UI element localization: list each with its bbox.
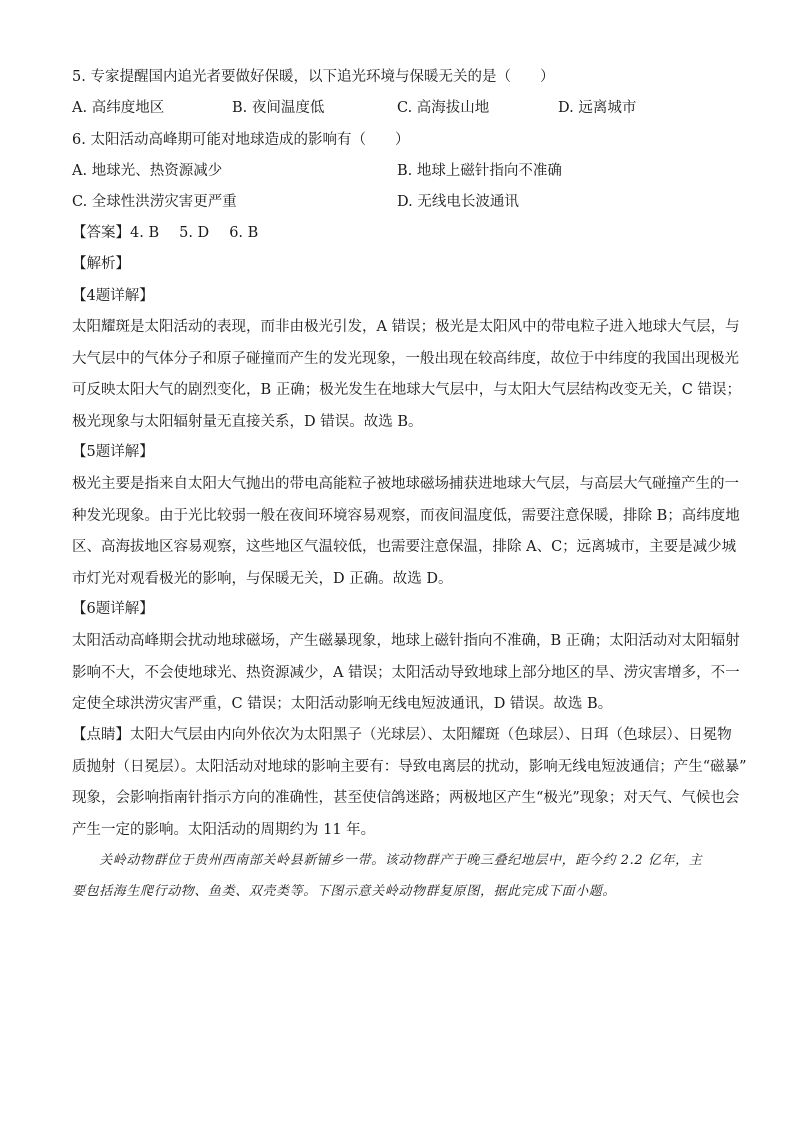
- detail-4-label: 【4题详解】: [72, 288, 154, 304]
- question-6-option-d: D. 无线电长波通讯: [397, 194, 519, 210]
- paragraph-line: 大气层中的气体分子和原子碰撞而产生的发光现象，一般出现在较高纬度，故位于中纬度的我国出现极光: [72, 350, 739, 367]
- detail-6-paragraph: [72, 626, 740, 721]
- answer-item: 5. D: [179, 225, 210, 241]
- question-5-option-d: D. 远离城市: [558, 100, 637, 116]
- question-5-stem: 5. 专家提醒国内追光者要做好保暖，以下追光环境与保暖无关的是（ ）: [72, 69, 555, 85]
- paragraph-line: 市灯光对观看极光的影响，与保暖无关，D 正确。故选 D。: [72, 570, 453, 587]
- paragraph-line: 区、高海拔地区容易观察，这些地区气温较低，也需要注意保温，排除 A、C；远离城市，主要是减少城: [72, 539, 737, 555]
- paragraph-line: 极光现象与太阳辐射量无直接关系，D 错误。故选 B。: [72, 413, 423, 430]
- answer-label: 【答案】: [72, 225, 130, 241]
- paragraph-line: 关岭动物群位于贵州西南部关岭县新铺乡一带。该动物群产于晚三叠纪地层中，距今约 2.2 亿年，主: [72, 853, 703, 868]
- answer-item: 4. B: [130, 225, 160, 241]
- paragraph-line: 现象，会影响指南针指示方向的准确性，甚至使信鸽迷路；两极地区产生“极光”现象；对天气、气候也会: [72, 790, 740, 806]
- paragraph-line: 产生一定的影响。太阳活动的周期约为 11 年。: [72, 821, 376, 838]
- question-5-option-c: C. 高海拔山地: [397, 100, 490, 116]
- question-6-option-c: C. 全球性洪涝灾害更严重: [72, 194, 237, 210]
- detail-5-label: 【5题详解】: [72, 444, 154, 460]
- question-5-option-b: B. 夜间温度低: [232, 100, 325, 116]
- dianjing-paragraph: [72, 720, 747, 846]
- question-6-option-a: A. 地球光、热资源减少: [72, 163, 223, 179]
- detail-6-label: 【6题详解】: [72, 601, 154, 617]
- dianjing-label: 【点睛】: [72, 727, 130, 743]
- paragraph-line: 要包括海生爬行动物、鱼类、双壳类等。下图示意关岭动物群复原图，据此完成下面小题。: [72, 884, 617, 899]
- question-6-option-b: B. 地球上磁针指向不准确: [397, 163, 562, 179]
- paragraph-line: 可反映太阳大气的剧烈变化，B 正确；极光发生在地球大气层中，与太阳大气层结构改变无关，C 错误；: [72, 382, 741, 398]
- paragraph-line: 太阳活动高峰期会扰动地球磁场，产生磁暴现象，地球上磁针指向不准确，B 正确；太阳活动对太阳辐射: [72, 633, 740, 649]
- paragraph-line: 种发光现象。由于光比较弱一般在夜间环境容易观察，而夜间温度低，需要注意保暖，排除 B；高纬度地: [72, 507, 740, 524]
- paragraph-line: 极光主要是指来自太阳大气抛出的带电高能粒子被地球磁场捕获进地球大气层，与高层大气碰撞产生的一: [72, 476, 739, 492]
- question-6-stem: 6. 太阳活动高峰期可能对地球造成的影响有（ ）: [72, 132, 410, 148]
- answer-item: 6. B: [229, 225, 259, 241]
- paragraph-line: 影响不大，不会使地球光、热资源减少，A 错误；太阳活动导致地球上部分地区的旱、涝灾害增多，不一: [72, 664, 740, 681]
- detail-5-paragraph: [72, 469, 740, 595]
- paragraph-line: 定使全球洪涝灾害严重，C 错误；太阳活动影响无线电短波通讯，D 错误。故选 B。: [72, 696, 613, 712]
- paragraph-line: 太阳大气层由内向外依次为太阳黑子（光球层）、太阳耀斑（色球层）、日珥（色球层）、日冕物: [130, 727, 732, 743]
- detail-4-paragraph: [72, 312, 741, 438]
- answer-line: [72, 223, 278, 243]
- material-intro: [72, 845, 727, 907]
- paragraph-line: 太阳耀斑是太阳活动的表现，而非由极光引发，A 错误；极光是太阳风中的带电粒子进入地球大气层，与: [72, 319, 740, 335]
- analysis-label: 【解析】: [72, 256, 130, 272]
- question-5-option-a: A. 高纬度地区: [72, 100, 165, 116]
- paragraph-line: 质抛射（日冕层）。太阳活动对地球的影响主要有：导致电离层的扰动，影响无线电短波通信；产生“磁暴”: [72, 758, 747, 775]
